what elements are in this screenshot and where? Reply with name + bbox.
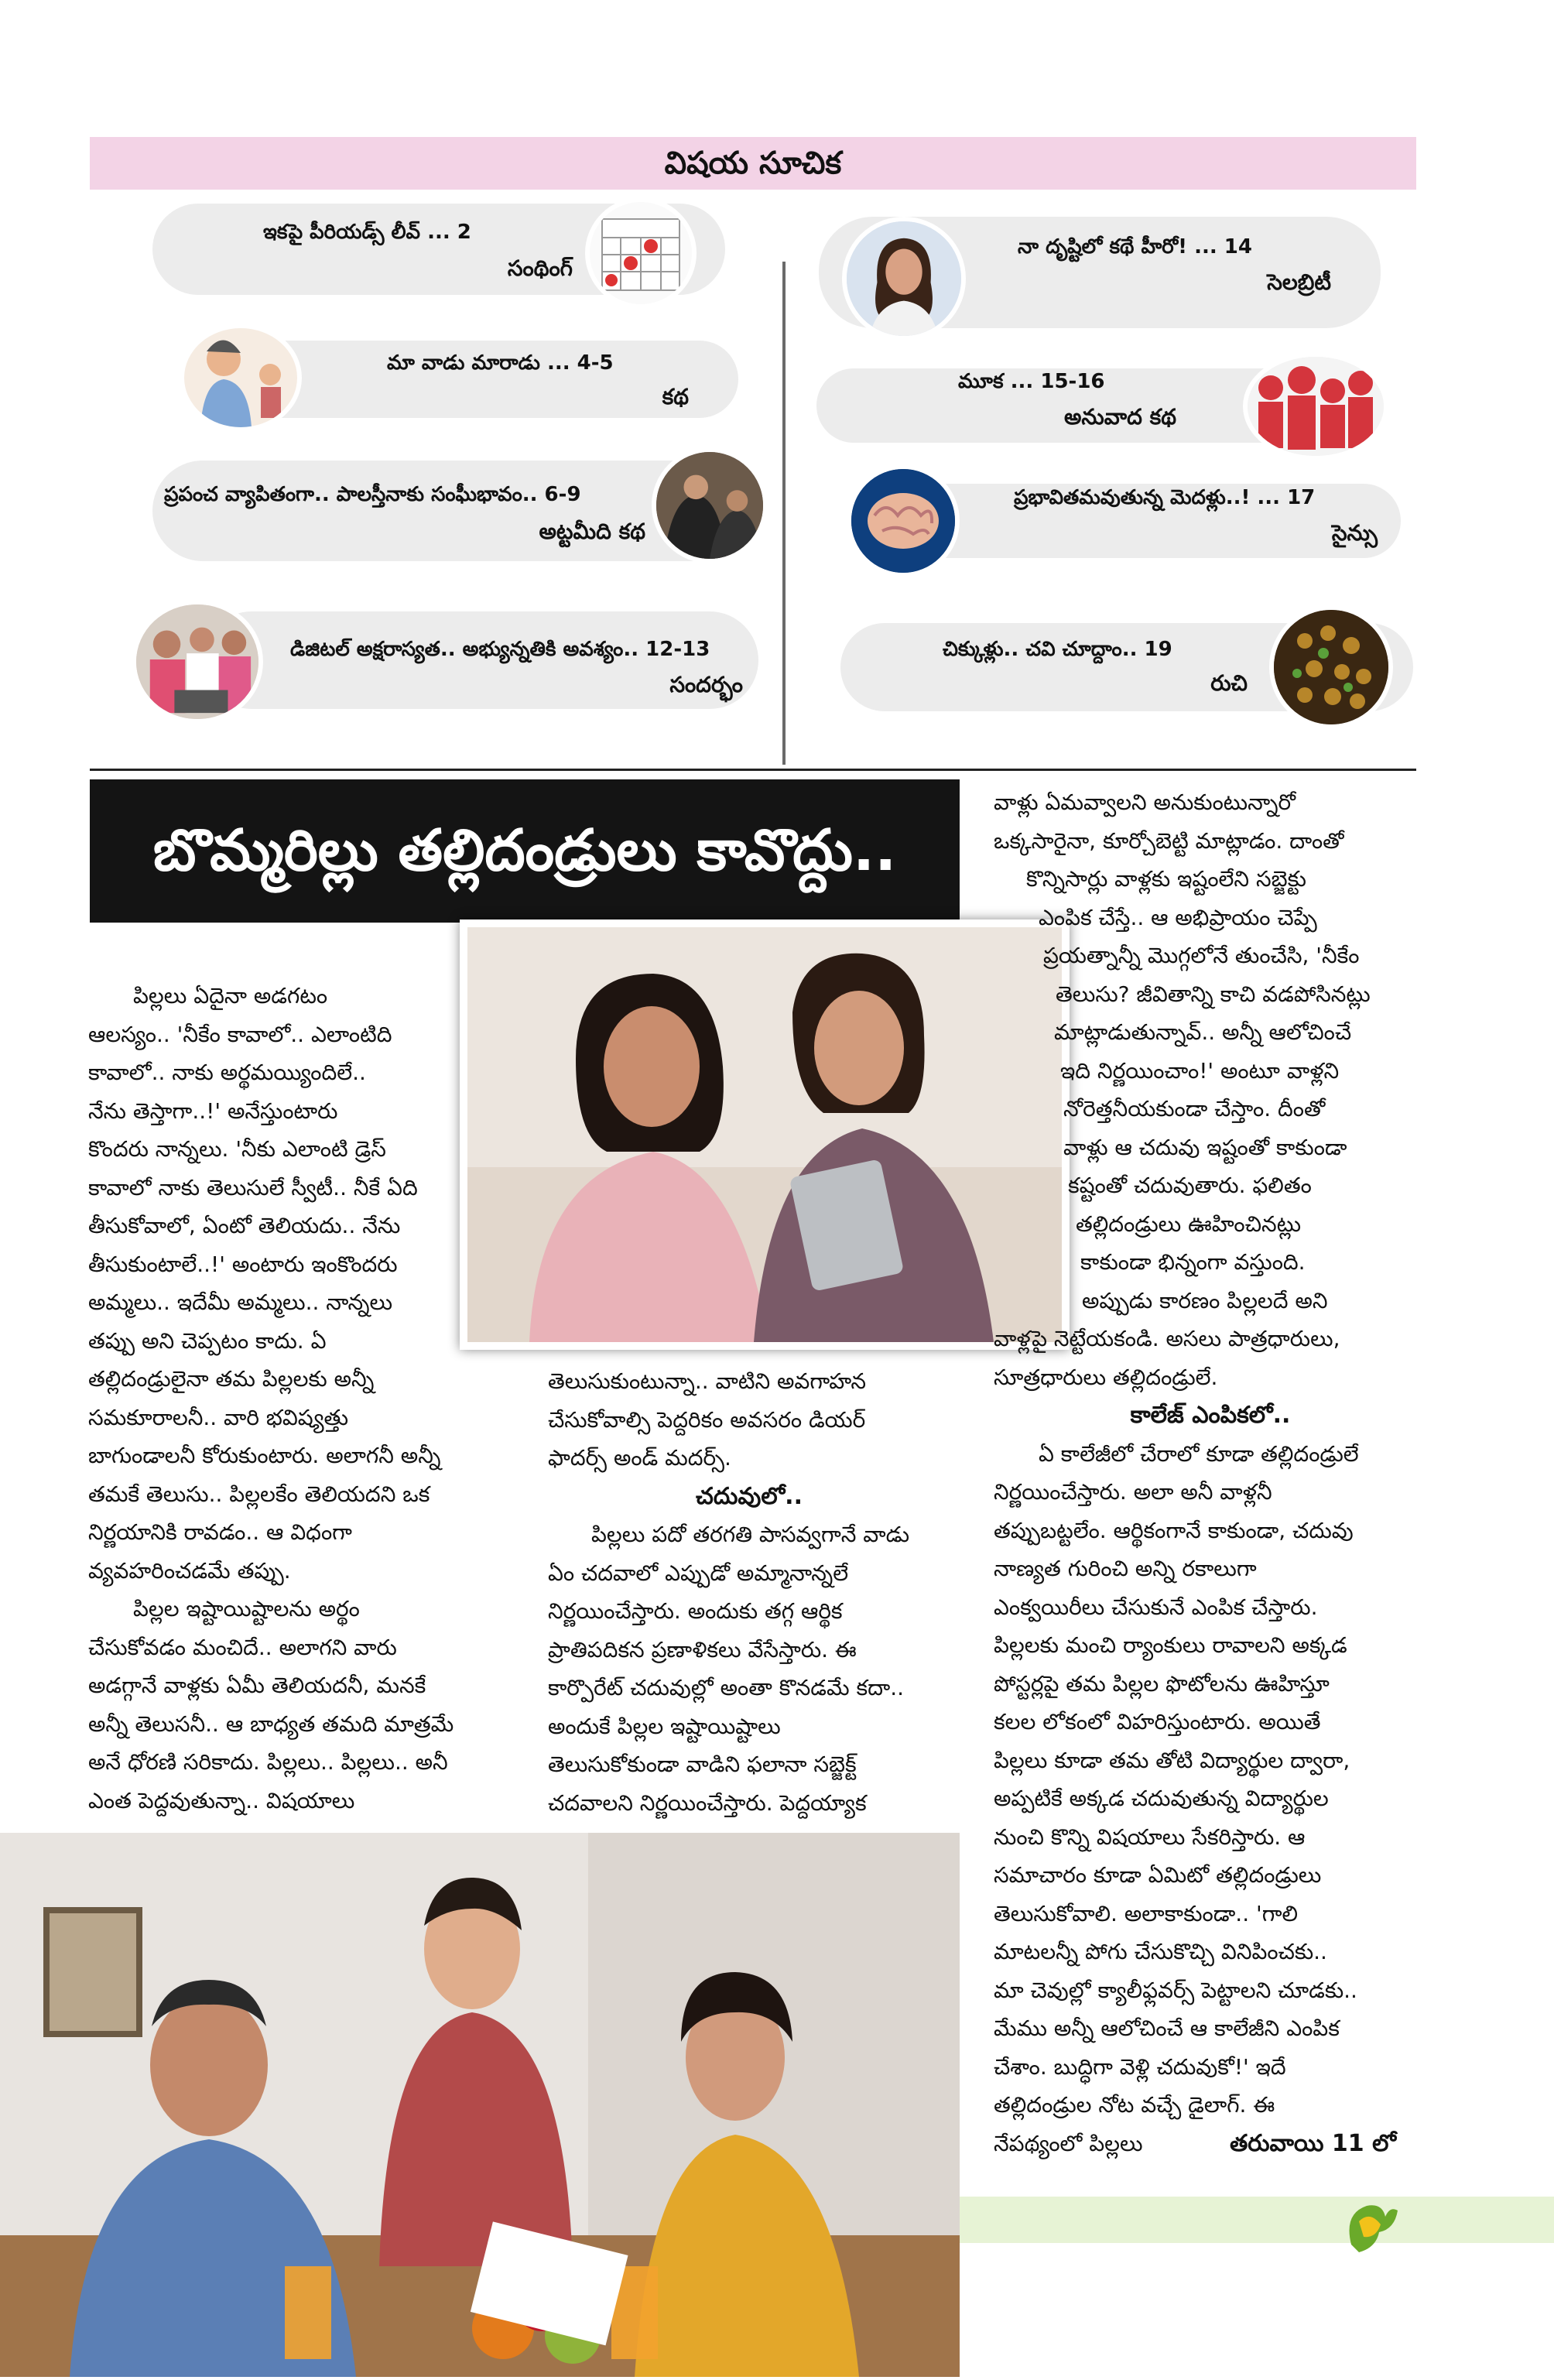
- text-line: సమకూరాలనీ.. వారి భవిష్యత్తు: [88, 1404, 349, 1430]
- beans-dish-photo: [1269, 605, 1393, 729]
- index-item-7-category: సైన్సు: [1331, 520, 1378, 546]
- continued-on[interactable]: తరువాయి 11 లో: [1229, 2129, 1396, 2157]
- text-line: ఏం చదవాలో ఎప్పుడో అమ్మానాన్నలే: [548, 1560, 849, 1586]
- index-item-1-title: ఇకపై పీరియడ్స్ లీవ్ ... 2: [263, 221, 471, 244]
- text-line: ఎంక్వయిరీలు చేసుకునే ఎంపిక చేస్తారు.: [994, 1594, 1318, 1620]
- text-line: తెలుసుకుంటున్నా.. వాటిని అవగాహన: [548, 1368, 866, 1394]
- text-line: నాణ్యత గురించి అన్ని రకాలుగా: [994, 1556, 1257, 1581]
- index-item-2-category: కథ: [662, 384, 689, 409]
- text-line: అడగ్గానే వాళ్లకు ఏమీ తెలియదనీ, మనకే: [88, 1673, 426, 1698]
- text-line: ప్రాతిపదికన ప్రణాళికలు వేసేస్తారు. ఈ: [548, 1636, 857, 1663]
- text-line: నిర్ణయానికి రావడం.. ఆ విధంగా: [88, 1519, 352, 1545]
- index-item-4-title: డిజిటల్ అక్షరాస్యత.. అభ్యున్నతికి అవశ్యం.. 12-13: [290, 638, 710, 661]
- text-line: నేపథ్యంలో పిల్లలు: [994, 2130, 1143, 2156]
- text-line: తెలుసుకోవాలి. అలాకాకుండా.. 'గాలి: [994, 1900, 1299, 1926]
- index-title: విషయ సూచిక: [664, 146, 842, 181]
- text-line: తల్లిదండ్రులైనా తమ పిల్లలకు అన్నీ: [88, 1366, 375, 1392]
- text-line: తీసుకుంటాలే..!' అంటారు ఇంకొందరు: [88, 1251, 398, 1277]
- text-line: పోస్టర్లపై తమ పిల్లల ఫొటోలను ఊహిస్తూ: [994, 1670, 1330, 1697]
- index-item-2-title: మా వాడు మారాడు ... 4-5: [387, 351, 614, 375]
- article-column-2: [548, 1362, 950, 1822]
- text-line: నిర్ణయించేస్తారు. అందుకు తగ్గ ఆర్థిక: [548, 1598, 843, 1624]
- text-line: కష్టంతో చదువుతారు. ఫలితం: [1068, 1173, 1312, 1198]
- index-item-7-title: ప్రభావితమవుతున్న మెదళ్లు..! ... 17: [1014, 486, 1316, 509]
- mother-child-illustration: [180, 324, 302, 432]
- index-item-5-title: నా దృష్టిలో కథే హీరో! ... 14: [1018, 235, 1252, 259]
- text-line: మా చెవుల్లో క్యాలీఫ్లవర్స్ పెట్టాలని చూడకు..: [994, 1977, 1357, 2003]
- crowd-illustration: [1243, 352, 1388, 461]
- text-line: చేసుకోవడం మంచిదే.. అలాగని వారు: [88, 1634, 397, 1660]
- text-line: వ్యవహరించడమే తప్పు.: [88, 1557, 291, 1584]
- text-line: అందుకే పిల్లల ఇష్టాయిష్టాలు: [548, 1713, 781, 1739]
- index-item-4-category: సందర్భం: [669, 672, 743, 697]
- text-line: ఎంత పెద్దవుతున్నా.. విషయాలు: [88, 1787, 355, 1813]
- text-line: ఇది నిర్ణయించాం!' అంటూ వాళ్లని: [1060, 1057, 1340, 1084]
- text-line: అప్పుడు కారణం పిల్లలదే అని: [1082, 1287, 1328, 1313]
- family-table-photo: [0, 1833, 960, 2377]
- text-line: తెలుసుకోకుండా వాడిని ఫలానా సబ్జెక్ట్: [548, 1752, 857, 1777]
- index-item-6-category: అనువాద కథ: [1064, 404, 1176, 430]
- text-line: వాళ్లు ఆ చదువు ఇష్టంతో కాకుండా: [1063, 1134, 1347, 1160]
- text-line-last: [994, 2125, 1396, 2163]
- text-line: తప్పు అని చెప్పటం కాదు. ఏ: [88, 1327, 327, 1354]
- text-line: కొన్నిసార్లు వాళ్లకు ఇష్టంలేని సబ్జెక్టు: [1026, 866, 1306, 892]
- text-line: తెలుసు? జీవితాన్ని కాచి వడపోసినట్లు: [1056, 981, 1371, 1007]
- index-item-8-category: రుచి: [1210, 670, 1248, 696]
- text-line: మాట్లాడుతున్నావ్.. అన్నీ ఆలోచించే: [1054, 1019, 1352, 1045]
- text-line: అనే ధోరణి సరికాదు. పిల్లలు.. పిల్లలు.. అనీ: [88, 1749, 448, 1775]
- subheading-college: కాలేజ్ ఎంపికలో..: [1130, 1402, 1291, 1429]
- text-line: అమ్మలు.. ఇదేమీ అమ్మలు.. నాన్నలు: [88, 1289, 393, 1315]
- text-line: కావాలో.. నాకు అర్థమయ్యిందిలే..: [88, 1060, 366, 1085]
- index-item-8-title: చిక్కుళ్లు.. చవి చూద్దాం.. 19: [943, 638, 1172, 661]
- calendar-icon: [585, 197, 697, 309]
- text-line: చేసుకోవాల్సి పెద్దరికం అవసరం డియర్: [548, 1406, 866, 1433]
- text-line: తప్పుబట్టలేం. ఆర్థికంగానే కాకుండా, చదువు: [994, 1517, 1354, 1543]
- text-line: సమాచారం కూడా ఏమిటో తల్లిదండ్రులు: [994, 1862, 1322, 1888]
- text-line: తీసుకోవాలో, ఏంటో తెలియదు.. నేను: [88, 1213, 401, 1238]
- article-headline: బొమ్మరిల్లు తల్లిదండ్రులు కావొద్దు..: [152, 817, 897, 884]
- text-line: నేను తెస్తాగా..!' అనేస్తుంటారు: [88, 1098, 338, 1124]
- text-line: నుంచి కొన్ని విషయాలు సేకరిస్తారు. ఆ: [994, 1824, 1306, 1850]
- text-line: మాటలన్నీ పోగు చేసుకొచ్చి వినిపించకు..: [994, 1939, 1327, 1964]
- index-item-6-title: మూక ... 15-16: [958, 370, 1105, 393]
- text-line: నిర్ణయించేస్తారు. అలా అనీ వాళ్లనీ: [994, 1479, 1272, 1505]
- text-line: ఆలస్యం.. 'నీకేం కావాలో.. ఎలాంటిది: [88, 1021, 392, 1047]
- text-line: తమకే తెలుసు.. పిల్లలకేం తెలియదని ఒక: [88, 1481, 430, 1507]
- text-line: ప్రయత్నాన్నీ మొగ్గలోనే తుంచేసి, 'నీకేం: [1043, 943, 1360, 968]
- text-line: ఫాదర్స్ అండ్ మదర్స్.: [548, 1445, 731, 1471]
- article-column-3: [994, 783, 1427, 2163]
- girls-laptop-photo: [132, 600, 263, 724]
- text-line: వాళ్లు ఏమవ్వాలని అనుకుంటున్నారో: [994, 789, 1296, 815]
- index-item-5-category: సెలబ్రిటీ: [1267, 269, 1331, 295]
- text-line: అన్నీ తెలుసనీ.. ఆ బాధ్యత తమది మాత్రమే: [88, 1711, 454, 1737]
- magazine-logo-icon: [1336, 2190, 1405, 2260]
- text-line: ఏ కాలేజీలో చేరాలో కూడా తల్లిదండ్రులే: [1039, 1440, 1359, 1467]
- text-line: సూత్రధారులు తల్లిదండ్రులే.: [994, 1364, 1218, 1390]
- subheading-education: చదువులో..: [696, 1482, 803, 1510]
- text-line: కార్పొరేట్ చదువుల్లో అంతా కొనడమే కదా..: [548, 1675, 905, 1700]
- text-line: వాళ్లపై నెట్టేయకండి. అసలు పాత్రధారులు,: [994, 1326, 1340, 1351]
- text-line: నోరెత్తనీయకుండా చేస్తాం. దీంతో: [1063, 1096, 1326, 1122]
- text-line: కలల లోకంలో విహరిస్తుంటారు. అయితే: [994, 1709, 1321, 1734]
- text-line: బాగుండాలనీ కోరుకుంటారు. అలాగనీ అన్నీ: [88, 1443, 441, 1468]
- text-line: ఒక్కసారైనా, కూర్చోబెట్టి మాట్లాడం. దాంతో: [994, 827, 1344, 854]
- text-line: అప్పటికే అక్కడ చదువుతున్న విద్యార్థుల: [994, 1786, 1329, 1811]
- text-line: ఎంపిక చేస్తే.. ఆ అభిప్రాయం చెప్పే: [1039, 904, 1317, 930]
- text-line: కాకుండా భిన్నంగా వస్తుంది.: [1080, 1249, 1306, 1275]
- index-item-3-category: అట్టమీది కథ: [539, 519, 645, 544]
- actress-photo: [842, 217, 966, 341]
- text-line: తల్లిదండ్రుల నోట వచ్చే డైలాగ్. ఈ: [994, 2092, 1275, 2118]
- text-line: చదవాలని నిర్ణయించేస్తారు. పెద్దయ్యాక: [548, 1789, 867, 1816]
- article-column-1: [88, 977, 460, 1820]
- text-line: కొందరు నాన్నలు. 'నీకు ఎలాంటి డ్రెస్: [88, 1136, 386, 1162]
- footer-band: [960, 2197, 1554, 2243]
- text-line: పిల్లల ఇష్టాయిష్టాలను అర్థం: [133, 1596, 360, 1621]
- palestine-women-photo: [652, 447, 768, 563]
- text-line: పిల్లలు కూడా తమ తోటి విద్యార్థుల ద్వారా,: [994, 1747, 1350, 1773]
- section-rule: [90, 769, 1416, 771]
- index-divider: [782, 262, 786, 765]
- text-line: మేము అన్నీ ఆలోచించే ఆ కాలేజీని ఎంపిక: [994, 2015, 1340, 2041]
- index-item-3-title: ప్రపంచ వ్యాపితంగా.. పాలస్తీనాకు సంఘీభావం.. 6-9: [164, 483, 581, 506]
- text-line: కావాలో నాకు తెలుసులే స్వీటీ.. నీకే ఏది: [88, 1174, 418, 1200]
- text-line: చేశాం. బుద్ధిగా వెళ్లి చదువుకో!' ఇదే: [994, 2053, 1286, 2080]
- text-line: పిల్లలకు మంచి ర్యాంకులు రావాలని అక్కడ: [994, 1632, 1347, 1658]
- mother-daughter-tablet-photo: [460, 919, 1070, 1350]
- text-line: తల్లిదండ్రులు ఊహించినట్లు: [1076, 1211, 1302, 1237]
- text-line: పిల్లలు పదో తరగతి పాసవ్వగానే వాడు: [591, 1522, 910, 1547]
- brain-icon: [847, 464, 960, 577]
- text-line: పిల్లలు ఏదైనా అడగటం: [133, 983, 328, 1009]
- index-item-1-category: సంథింగ్: [507, 255, 573, 281]
